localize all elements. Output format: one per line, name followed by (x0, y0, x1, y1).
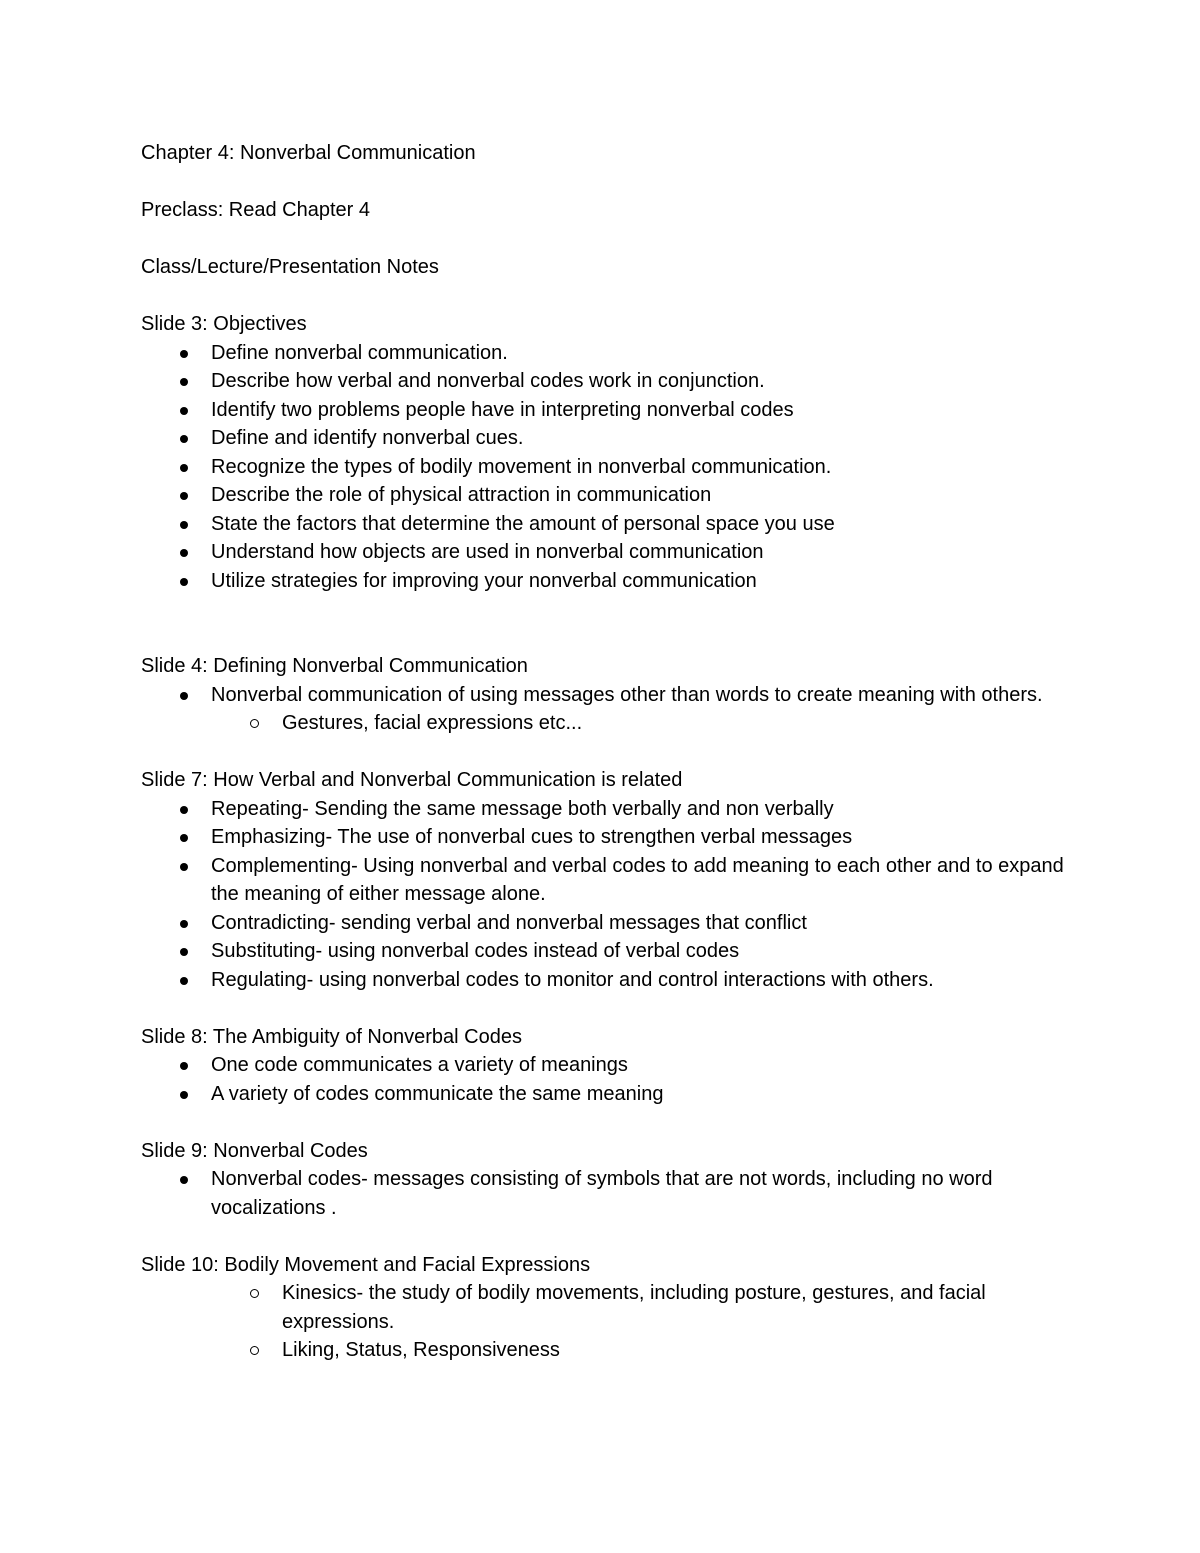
bullet-circle-icon (250, 719, 259, 728)
chapter-title: Chapter 4: Nonverbal Communication (141, 142, 476, 164)
bullet-disc-icon (180, 948, 188, 956)
slide-8-list (141, 1051, 1071, 1108)
slide-7-list (141, 795, 1071, 995)
bullet-disc-icon (180, 920, 188, 928)
slide-3-list (141, 339, 1071, 596)
list-item: Contradicting- sending verbal and nonverbal messages that conflict (211, 909, 1071, 938)
bullet-disc-icon (180, 549, 188, 557)
list-item: Emphasizing- The use of nonverbal cues to strengthen verbal messages (211, 823, 1071, 852)
section-heading: Class/Lecture/Presentation Notes (141, 256, 439, 278)
preclass-note: Preclass: Read Chapter 4 (141, 199, 371, 221)
sub-list-item: Kinesics- the study of bodily movements, including posture, gestures, and facial expressions. (282, 1279, 1071, 1336)
list-item: Utilize strategies for improving your nonverbal communication (211, 567, 1071, 596)
bullet-disc-icon (180, 863, 188, 871)
bullet-circle-icon (250, 1289, 259, 1298)
list-item: Recognize the types of bodily movement in nonverbal communication. (211, 453, 1071, 482)
bullet-disc-icon (180, 464, 188, 472)
slide-3-title: Slide 3: Objectives (141, 313, 307, 335)
bullet-disc-icon (180, 977, 188, 985)
list-item: Define and identify nonverbal cues. (211, 424, 1071, 453)
slide-10-sublist (141, 1279, 1071, 1365)
slide-4-list (141, 681, 1071, 738)
sub-list-item: Gestures, facial expressions etc... (282, 709, 1071, 738)
bullet-disc-icon (180, 350, 188, 358)
bullet-disc-icon (180, 692, 188, 700)
bullet-disc-icon (180, 521, 188, 529)
list-item: Understand how objects are used in nonverbal communication (211, 538, 1071, 567)
list-item: One code communicates a variety of meanings (211, 1051, 1071, 1080)
bullet-disc-icon (180, 1091, 188, 1099)
bullet-disc-icon (180, 435, 188, 443)
list-item: Define nonverbal communication. (211, 339, 1071, 368)
list-item: Identify two problems people have in interpreting nonverbal codes (211, 396, 1071, 425)
bullet-disc-icon (180, 492, 188, 500)
slide-8-title: Slide 8: The Ambiguity of Nonverbal Codes (141, 1025, 522, 1048)
slide-4-title: Slide 4: Defining Nonverbal Communication (141, 655, 528, 677)
list-item: Regulating- using nonverbal codes to monitor and control interactions with others. (211, 966, 1071, 995)
slide-7-title: Slide 7: How Verbal and Nonverbal Communication is related (141, 769, 683, 791)
slide-4-sublist (211, 709, 1071, 738)
bullet-disc-icon (180, 1062, 188, 1070)
bullet-disc-icon (180, 1176, 188, 1184)
slide-10-title: Slide 10: Bodily Movement and Facial Expressions (141, 1253, 591, 1276)
bullet-disc-icon (180, 806, 188, 814)
sub-list-item: Liking, Status, Responsiveness (282, 1336, 1071, 1365)
bullet-disc-icon (180, 834, 188, 842)
slide-9-list (141, 1165, 1071, 1222)
bullet-circle-icon (250, 1346, 259, 1355)
list-item: State the factors that determine the amount of personal space you use (211, 510, 1071, 539)
bullet-disc-icon (180, 578, 188, 586)
slide-9-title: Slide 9: Nonverbal Codes (141, 1139, 368, 1162)
list-item: Substituting- using nonverbal codes instead of verbal codes (211, 937, 1071, 966)
document-body (141, 139, 1071, 1365)
bullet-disc-icon (180, 378, 188, 386)
list-item: Complementing- Using nonverbal and verbal codes to add meaning to each other and to expand the meaning of either message alone. (211, 852, 1071, 909)
list-item: A variety of codes communicate the same meaning (211, 1080, 1071, 1109)
list-item: Describe the role of physical attraction in communication (211, 481, 1071, 510)
list-item: Nonverbal codes- messages consisting of symbols that are not words, including no word vocalizations . (211, 1165, 1071, 1222)
list-item: Nonverbal communication of using messages other than words to create meaning with others. Gestures, facial expressions etc... (211, 681, 1071, 738)
list-item: Describe how verbal and nonverbal codes work in conjunction. (211, 367, 1071, 396)
bullet-disc-icon (180, 407, 188, 415)
list-item: Repeating- Sending the same message both verbally and non verbally (211, 795, 1071, 824)
